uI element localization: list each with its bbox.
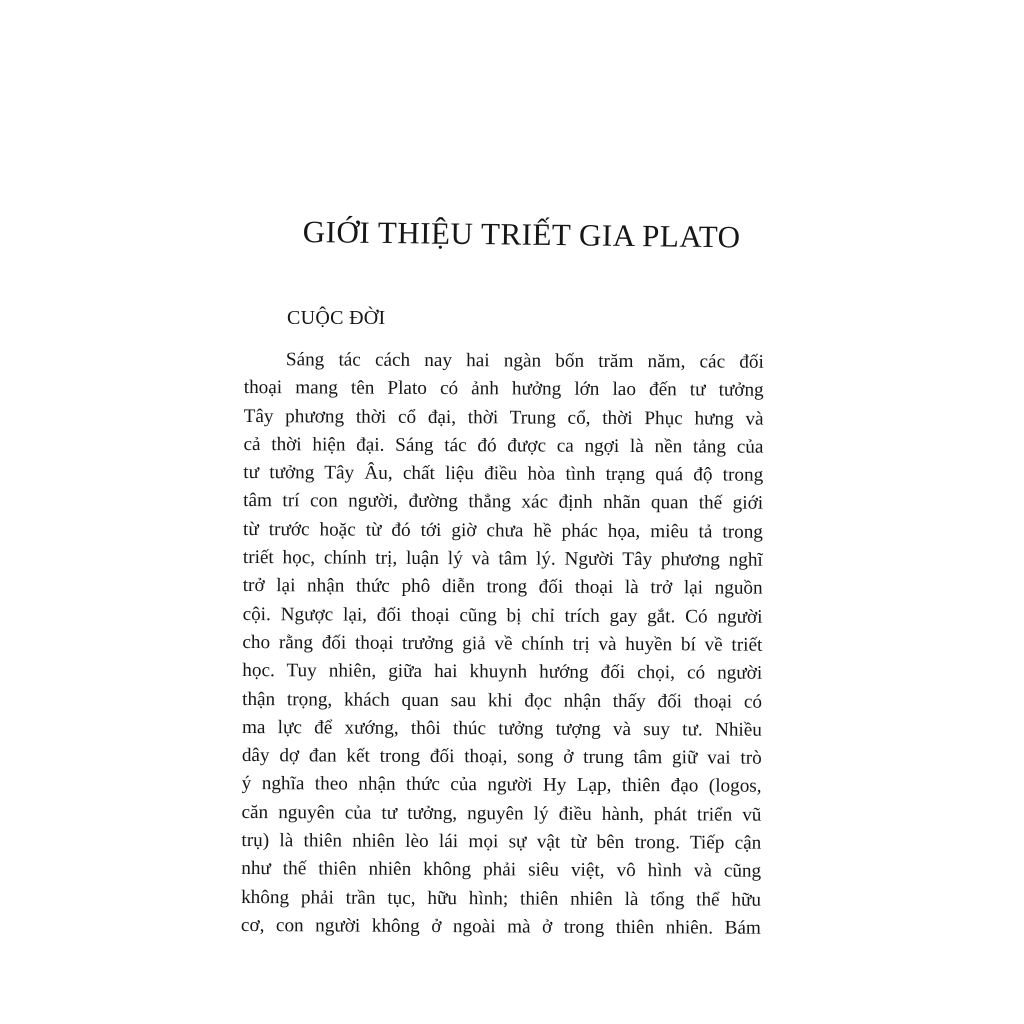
paragraph-line: căn nguyên của tư tưởng, nguyên lý điều hành, phát triển vũ [241,801,762,826]
paragraph-line: không phải trần tục, hữu hình; thiên nhiên là tổng thể hữu [241,886,762,911]
paragraph-line: cơ, con người không ở ngoài mà ở trong thiên nhiên. Bám [240,914,761,939]
paragraph-line: từ trước hoặc từ đó tới giờ chưa hề phác họa, miêu tả trong [242,518,763,543]
paragraph-line: tâm trí con người, đường thẳng xác định nhãn quan thế giới [243,490,764,515]
paragraph-line: cả thời hiện đại. Sáng tác đó được ca ngợi là nền tảng của [243,433,764,458]
paragraph-line: học. Tuy nhiên, giữa hai khuynh hướng đối chọi, có người [242,660,763,684]
paragraph-line: trở lại nhận thức phô diễn trong đối thoại là trở lại nguồn [242,575,763,600]
paragraph-line: tư tưởng Tây Âu, chất liệu điều hòa tình trạng quá độ trong [243,462,764,486]
paragraph-line: thận trọng, khách quan sau khi đọc nhận thấy đối thoại có [242,688,763,713]
paragraph-line: thoại mang tên Plato có ảnh hưởng lớn lao đến tư tưởng [243,377,764,402]
paragraph-line: Tây phương thời cổ đại, thời Trung cổ, thời Phục hưng và [243,405,764,430]
chapter-title: GIỚI THIỆU TRIẾT GIA PLATO [302,214,741,255]
paragraph-line: ma lực để xướng, thôi thúc tưởng tượng và suy tư. Nhiều [241,716,762,741]
section-heading: CUỘC ĐỜI [287,307,386,329]
paragraph-line: trụ) là thiên nhiên lèo lái mọi sự vật từ bên trong. Tiếp cận [241,830,762,854]
paragraph-line: như thế thiên nhiên không phải siêu việt, vô hình và cũng [241,858,762,883]
body-paragraph [241,346,764,943]
paragraph-line: dây dợ đan kết trong đối thoại, song ở trung tâm giữ vai trò [241,745,762,769]
paragraph-line: ý nghĩa theo nhận thức của người Hy Lạp, thiên đạo (logos, [241,773,762,798]
paragraph-line: Sáng tác cách nay hai ngàn bốn trăm năm, các đối [285,349,764,373]
paragraph-line: cho rằng đối thoại trưởng giả về chính trị và huyền bí về triết [242,631,763,656]
paragraph-line: cội. Ngược lại, đối thoại cũng bị chỉ trích gay gắt. Có người [242,603,763,628]
paragraph-line: triết học, chính trị, luận lý và tâm lý. Người Tây phương nghĩ [242,547,763,571]
